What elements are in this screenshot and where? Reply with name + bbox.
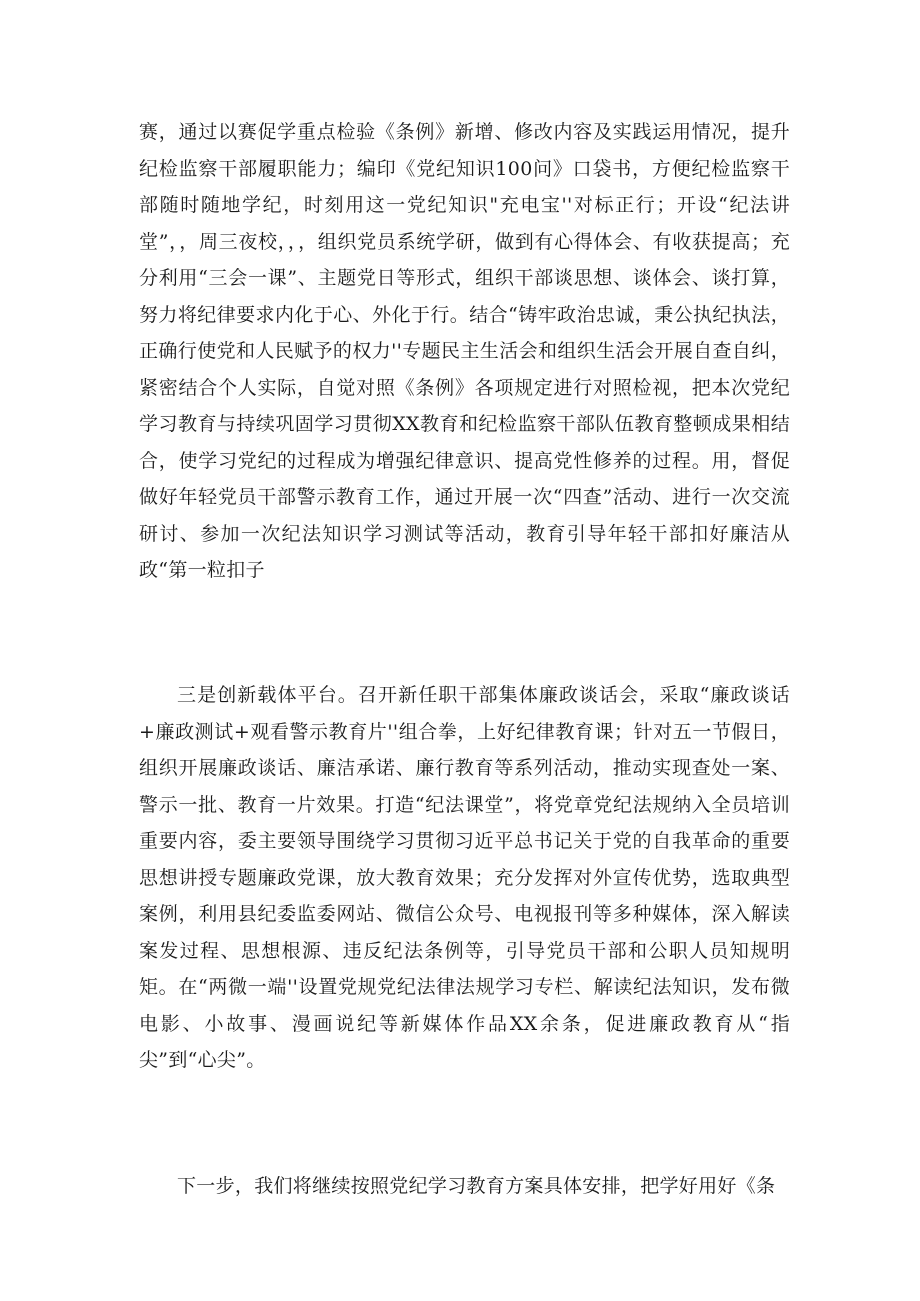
paragraph-continuation: 赛，通过以赛促学重点检验《条例》新增、修改内容及实践运用情况，提升纪检监察干部履职能力；编印《党纪知识100问》口袋书，方便纪检监察干部随时随地学纪，时刻用这一党纪知识"充电宝''对标正行；开设“纪法讲堂”，，周三夜校，，，组织党员系统学研，做到有心得体会、有收获提高；充分利用“三会一课”、主题党日等形式，组织干部谈思想、谈体会、谈打算，努力将纪律要求内化于心、外化于行。结合“铸牢政治忠诚，秉公执纪执法，正确行使党和人民赋予的权力''专题民主生活会和组织生活会开展自查自纠，紧密结合个人实际，自觉对照《条例》各项规定进行对照检视，把本次党纪学习教育与持续巩固学习贯彻XX教育和纪检监察干部队伍教育整顿成果相结合，使学习党纪的过程成为增强纪律意识、提高党性修养的过程。用，督促做好年轻党员干部警示教育工作，通过开展一次“四查”活动、进行一次交流研讨、参加一次纪法知识学习测试等活动，教育引导年轻干部扣好廉洁从政“第一粒扣子 xyxy=(139,121,790,581)
paragraph-next-step: 下一步，我们将继续按照党纪学习教育方案具体安排，把学好用好《条 xyxy=(177,1175,776,1197)
paragraph-innovation-platform: 三是创新载体平台。召开新任职干部集体廉政谈话会，采取“廉政谈话+廉政测试+观看警示教育片''组合拳，上好纪律教育课；针对五一节假日，组织开展廉政谈话、廉洁承诺、廉行教育等系列活动，推动实现查处一案、警示一批、教育一片效果。打造“纪法课堂”，将党章党纪法规纳入全员培训重要内容，委主要领导围绕学习贯彻习近平总书记关于党的自我革命的重要思想讲授专题廉政党课，放大教育效果；充分发挥对外宣传优势，选取典型案例，利用县纪委监委网站、微信公众号、电视报刊等多种媒体，深入解读案发过程、思想根源、违反纪法条例等，引导党员干部和公职人员知规明矩。在“两微一端''设置党规党纪法律法规学习专栏、解读纪法知识，发布微电影、小故事、漫画说纪等新媒体作品XX余条，促进廉政教育从“指尖”到“心尖”。 xyxy=(139,684,790,1071)
